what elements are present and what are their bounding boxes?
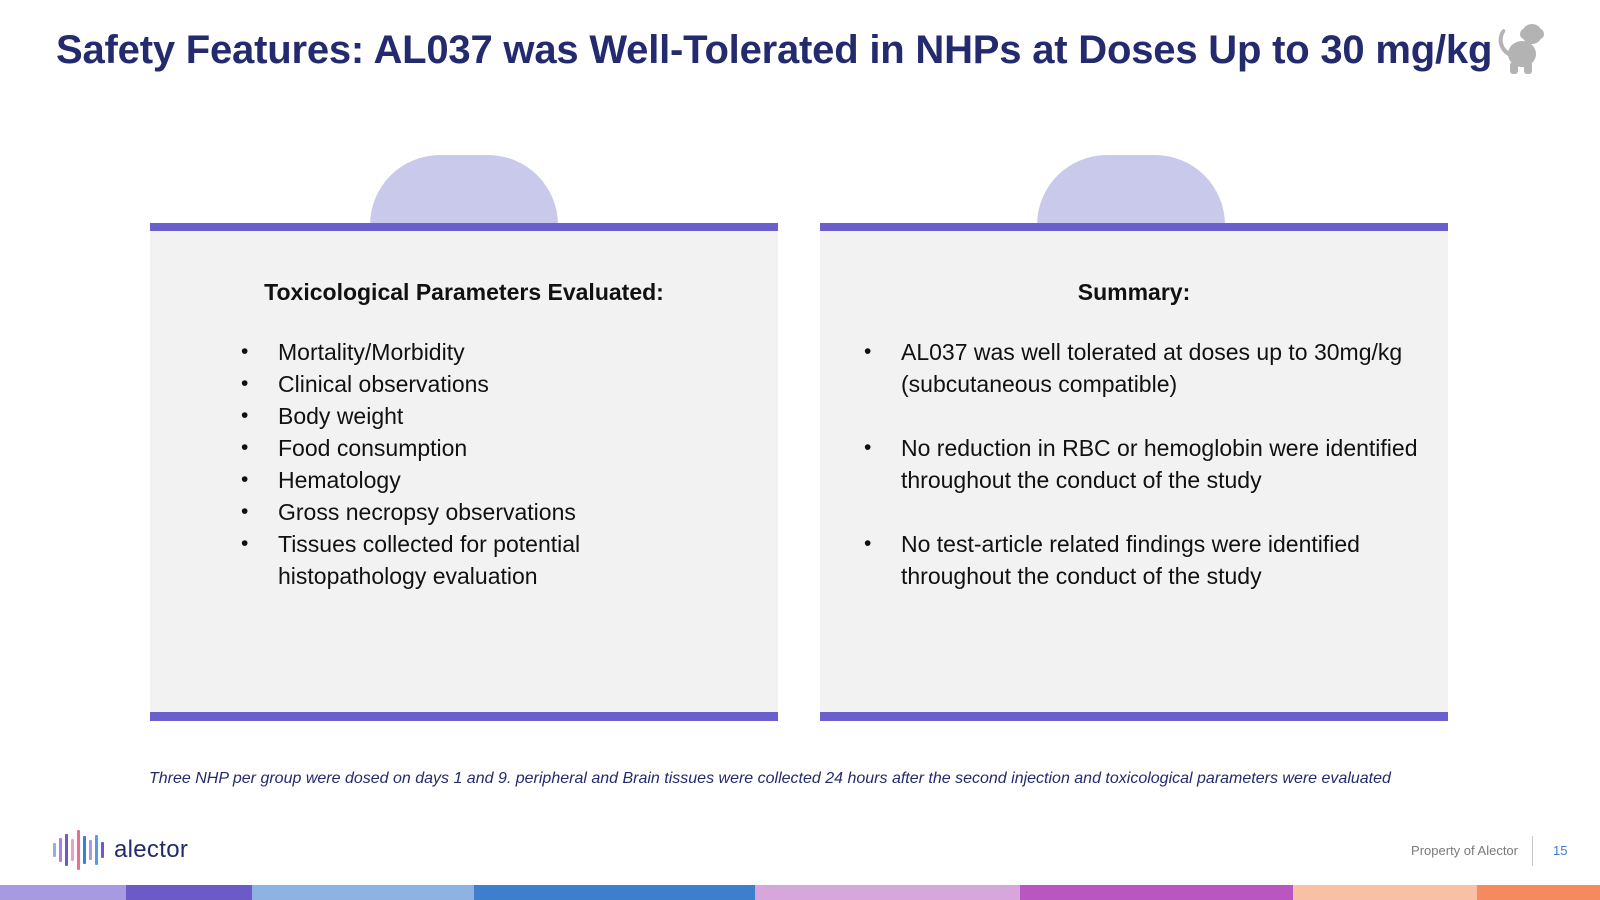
color-bar-segment xyxy=(252,885,474,900)
color-bar-segment xyxy=(1020,885,1293,900)
color-bar-segment xyxy=(0,885,126,900)
list-item: • Gross necropsy observations xyxy=(278,496,658,528)
logo-wordmark: alector xyxy=(114,836,189,863)
property-label: Property of Alector xyxy=(1411,843,1518,858)
color-bar-segment xyxy=(474,885,755,900)
alector-logo xyxy=(53,829,188,871)
color-bar-segment xyxy=(1293,885,1477,900)
list-item: • Food consumption xyxy=(278,432,658,464)
list-item: • Mortality/Morbidity xyxy=(278,336,658,368)
toxicological-parameters-panel xyxy=(150,223,778,721)
footer-divider xyxy=(1532,836,1533,866)
page-number: 15 xyxy=(1553,843,1568,858)
list-item: • No test-article related findings were identified throughout the conduct of the study xyxy=(901,528,1421,592)
right-panel-semicircle xyxy=(1037,155,1225,225)
panel-heading: Toxicological Parameters Evaluated: xyxy=(264,279,664,305)
left-panel-semicircle xyxy=(370,155,558,225)
panel-heading: Summary: xyxy=(1077,279,1191,305)
slide-title: Safety Features: AL037 was Well-Tolerated in NHPs at Doses Up to 30 mg/kg xyxy=(56,28,1493,72)
color-bar-segment xyxy=(755,885,1020,900)
monkey-icon xyxy=(1494,20,1554,76)
summary-panel xyxy=(820,223,1448,721)
list-item: • Tissues collected for potential histopathology evaluation xyxy=(278,528,658,592)
list-item: • No reduction in RBC or hemoglobin were identified throughout the conduct of the study xyxy=(901,432,1421,496)
list-item: • Hematology xyxy=(278,464,658,496)
bottom-color-bar xyxy=(0,885,1600,900)
color-bar-segment xyxy=(1477,885,1600,900)
list-item: • Clinical observations xyxy=(278,368,658,400)
parameters-list xyxy=(278,336,658,592)
summary-list xyxy=(901,336,1421,624)
list-item: • Body weight xyxy=(278,400,658,432)
list-item: • AL037 was well tolerated at doses up to 30mg/kg (subcutaneous compatible) xyxy=(901,336,1421,400)
footnote: Three NHP per group were dosed on days 1 and 9. peripheral and Brain tissues were collected 24 hours after the second injection and toxicological parameters were evaluated xyxy=(149,770,1391,787)
alector-logo-bars-icon xyxy=(53,830,104,870)
color-bar-segment xyxy=(126,885,252,900)
